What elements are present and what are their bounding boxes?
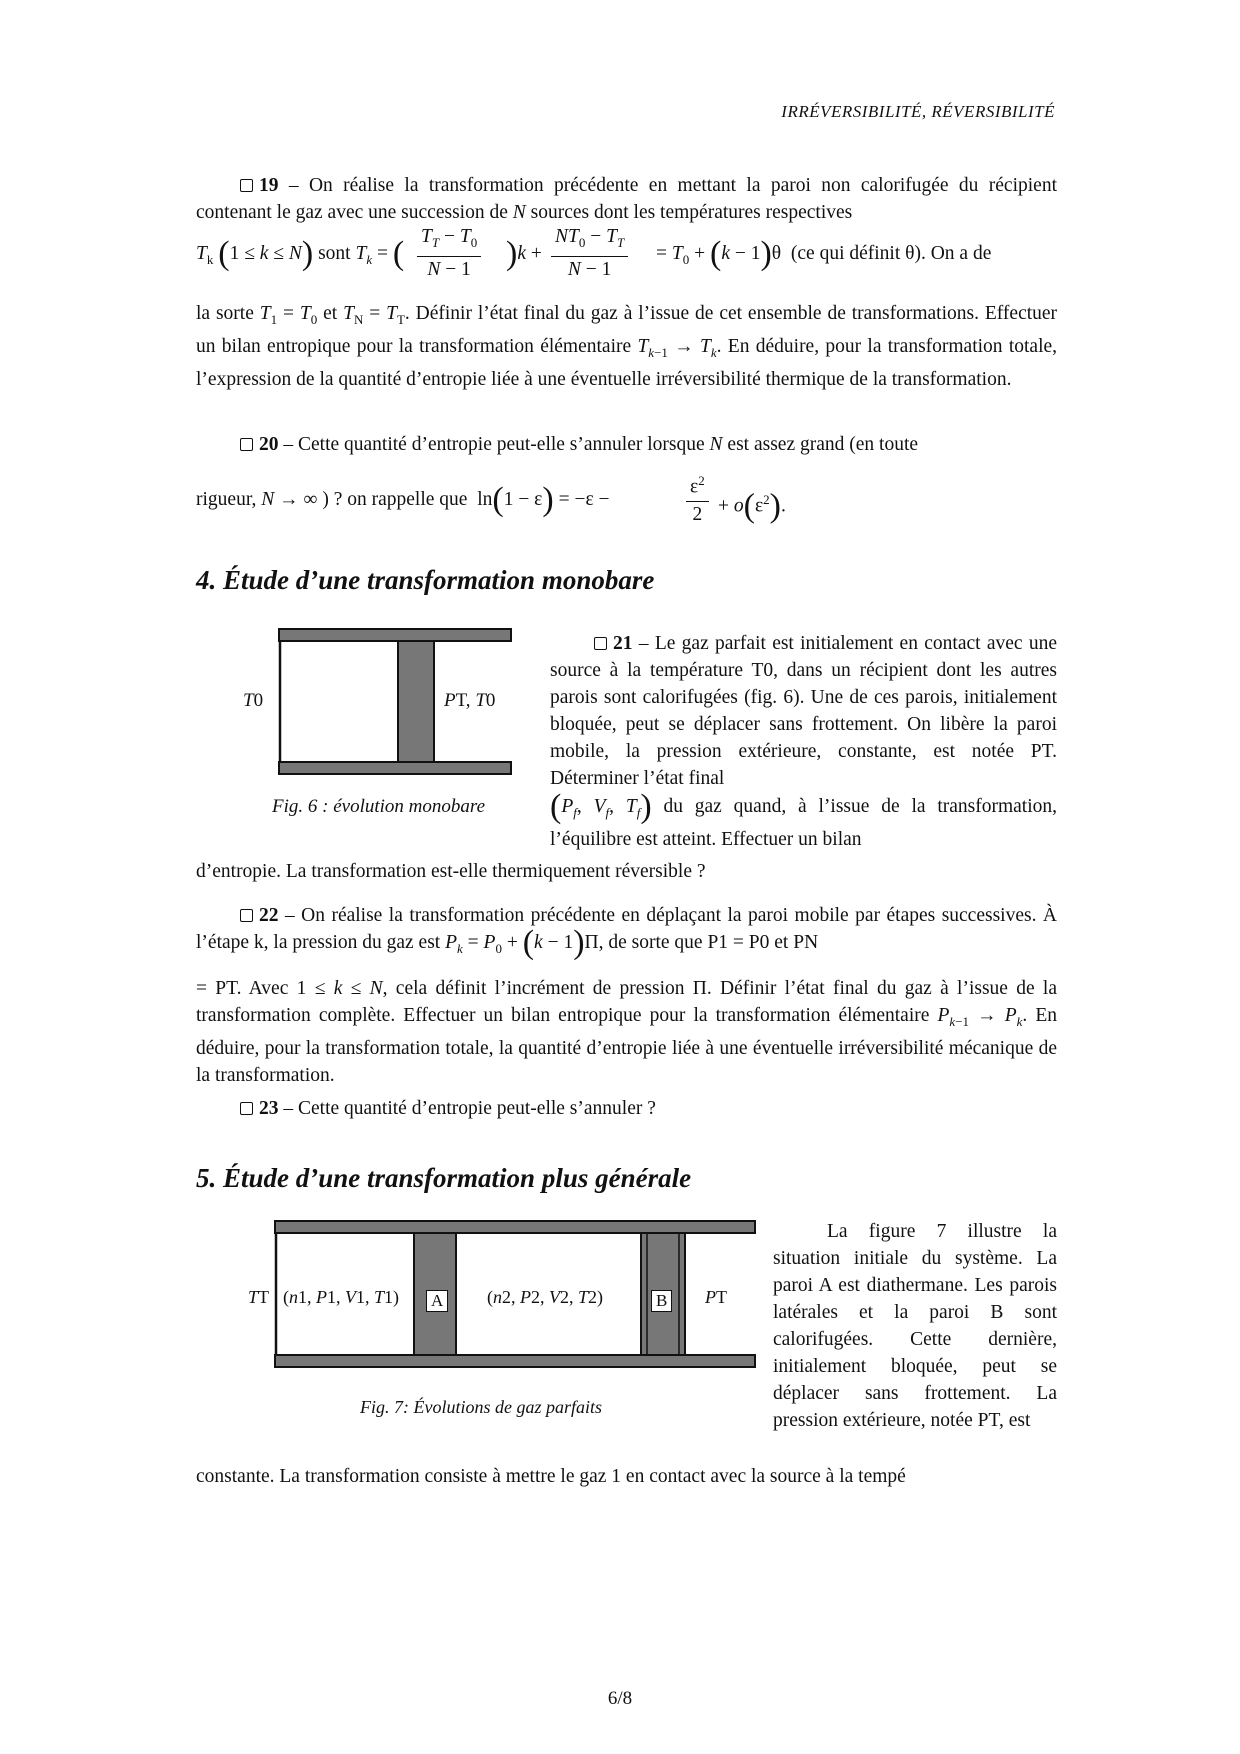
question-22: 22 – On réalise la transformation précédente en déplaçant la paroi mobile par étapes successives. À l’étape k, la pression du gaz est $P_k = P_0 + (k - 1)\Pi$, de sorte que P1 = P0 et PN	[196, 905, 1057, 961]
question-21-cont: ($P_f$, $V_f$, $T_f$) du gaz quand, à l’issue de la transformation, l’équilibre est atteint. Effectuer un bilan	[550, 788, 1058, 850]
running-header: IRRÉVERSIBILITÉ, RÉVERSIBILITÉ	[781, 102, 1055, 121]
fig6-right-label: PT, T0	[444, 690, 496, 711]
wall-b-label: B	[651, 1290, 672, 1312]
fig7-gas2-label: (n2, P2, V2, T2)	[487, 1287, 604, 1307]
top-wall	[275, 1221, 755, 1233]
section-4-title: 4. Étude d’une transformation monobare	[196, 565, 655, 595]
checkbox-icon	[240, 179, 253, 192]
question-number: 19	[259, 175, 279, 196]
question-21-end: d’entropie. La transformation est-elle thermiquement réversible ?	[196, 861, 706, 882]
question-19-body: la sorte $T_1 = T_0$ et $T_N = T_T$. Définir l’état final du gaz à l’issue de cet ensemble de transformations. Effectuer un bilan entropique pour la transformation élémentaire $T_{k-1} \to T_k$. En déduire, pour la transformation totale, l’expression de la quantité d’entropie liée à une éventuelle irréversibilité thermique de la transformation.	[196, 303, 1058, 390]
checkbox-icon	[594, 637, 607, 650]
question-20: 20 – Cette quantité d’entropie peut-elle s’annuler lorsque N est assez grand (en toute	[196, 431, 1057, 458]
wall-a-label: A	[426, 1290, 448, 1312]
fig7-right-label: PT	[705, 1287, 727, 1307]
bottom-wall	[275, 1355, 755, 1367]
bottom-wall	[279, 762, 511, 774]
fig7-left-label: TT	[248, 1287, 270, 1307]
question-19-formula: $T_k$ (1 ≤ k ≤ N) sont $T_k$ = ( $\frac{T_T - T_0}{N - 1}$ )k + $\frac{NT_0 - T_T}{N - 1}$ = $T_0 + (k - 1)\theta$ (ce qui définit θ). On a de	[196, 226, 992, 280]
question-21: 21 – Le gaz parfait est initialement en contact avec une source à la température T0, dans un récipient dont les autres parois sont calorifugées (fig. 6). Une de ces parois, initialement bloquée, peut se déplacer sans frottement. On libère la paroi mobile, la pression extérieure, constante, est notée PT. Déterminer l’état final	[550, 633, 1057, 789]
figure-6-caption: Fig. 6 : évolution monobare	[272, 796, 486, 817]
section-5-title: 5. Étude d’une transformation plus générale	[196, 1163, 692, 1193]
checkbox-icon	[240, 438, 253, 451]
question-19-line1: 19 – On réalise la transformation précédente en mettant la paroi non calorifugée du récipient contenant le gaz avec une succession de N sources dont les températures respectives	[196, 175, 1057, 223]
top-wall	[279, 629, 511, 641]
figure-7-caption: Fig. 7: Évolutions de gaz parfaits	[360, 1397, 602, 1417]
checkbox-icon	[240, 909, 253, 922]
fig7-gas1-label: (n1, P1, V1, T1)	[283, 1287, 400, 1307]
mobile-piston	[398, 641, 434, 762]
fig6-left-label: T0	[243, 690, 264, 711]
question-20-formula: rigueur, N → ∞ ) ? on rappelle que ln(1 − ε) = −ε − $\frac{\varepsilon^2}{2}$ + $o(\varepsilon^2)$.	[196, 470, 1057, 530]
page-number: 6/8	[607, 1688, 633, 1709]
question-22-body: = PT. Avec 1 ≤ k ≤ N, cela définit l’incrément de pression Π. Définir l’état final du gaz à l’issue de la transformation complète. Effectuer un bilan entropique pour la transformation élémentaire $P_{k-1} \to P_k$. En déduire, pour la transformation totale, la quantité d’entropie liée à une éventuelle irréversibilité mécanique de la transformation.	[196, 978, 1057, 1086]
section-5-paragraph-end: constante. La transformation consiste à mettre le gaz 1 en contact avec la source à la tempé	[196, 1466, 906, 1487]
checkbox-icon	[240, 1102, 253, 1115]
question-23: 23 – Cette quantité d’entropie peut-elle s’annuler ?	[196, 1095, 1057, 1122]
section-5-paragraph: La figure 7 illustre la situation initiale du système. La paroi A est diathermane. Les parois latérales et la paroi B sont calorifugées. Cette dernière, initialement bloquée, peut se déplacer sans frottement. La pression extérieure, notée PT, est	[773, 1221, 1057, 1431]
